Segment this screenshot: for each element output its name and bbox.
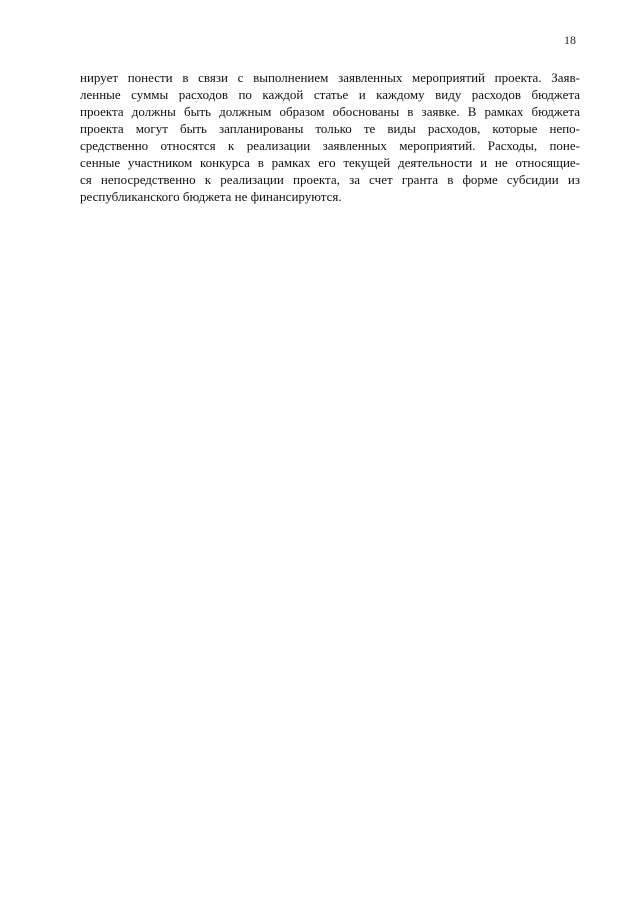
paragraph-line: ленные суммы расходов по каждой статье и каждому виду расходов бюджета: [80, 87, 580, 102]
paragraph-line: республиканского бюджета не финансируются.: [80, 189, 342, 204]
body-paragraph: [80, 69, 580, 205]
paragraph-line: сенные участником конкурса в рамках его текущей деятельности и не относящие-: [80, 155, 580, 170]
paragraph-line: нирует понести в связи с выполнением заявленных мероприятий проекта. Заяв-: [80, 70, 580, 85]
paragraph-line: средственно относятся к реализации заявленных мероприятий. Расходы, поне-: [80, 138, 580, 153]
page-number: 18: [564, 33, 576, 47]
paragraph-line: ся непосредственно к реализации проекта, за счет гранта в форме субсидии из: [80, 172, 580, 187]
paragraph-line: проекта могут быть запланированы только те виды расходов, которые непо-: [80, 121, 580, 136]
paragraph-line: проекта должны быть должным образом обоснованы в заявке. В рамках бюджета: [80, 104, 580, 119]
